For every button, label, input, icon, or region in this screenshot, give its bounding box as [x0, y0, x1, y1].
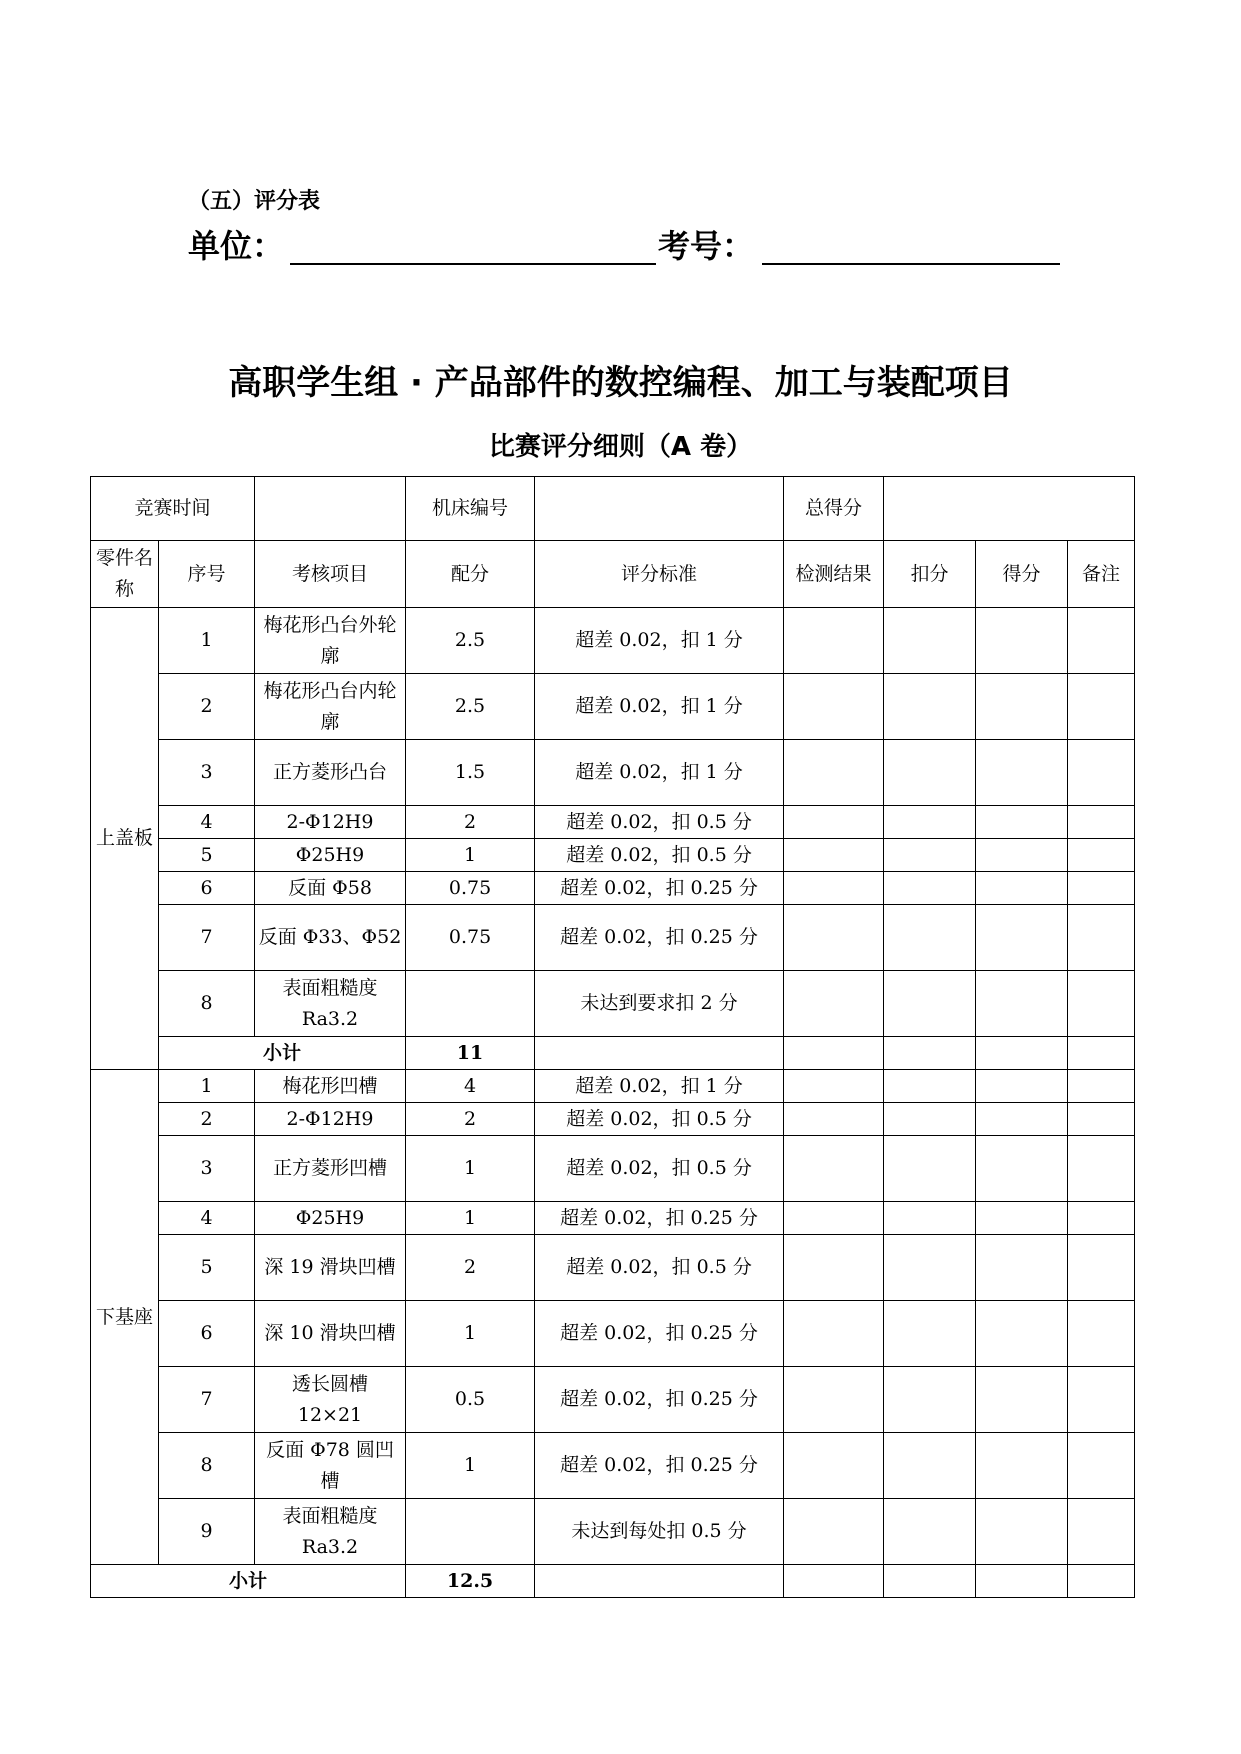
remark-cell[interactable] [1068, 1235, 1135, 1301]
subtotal-row [91, 1037, 1135, 1070]
score-cell[interactable] [976, 1070, 1068, 1103]
subtotal-criteria-cell[interactable] [535, 1565, 784, 1598]
result-cell[interactable] [784, 971, 884, 1037]
score-cell[interactable] [976, 740, 1068, 806]
header-part-name: 零件名称 [91, 541, 159, 608]
deduct-cell[interactable] [884, 905, 976, 971]
table-row [91, 1367, 1135, 1433]
subtotal-deduct-cell[interactable] [884, 1037, 976, 1070]
seq-cell: 1 [159, 608, 255, 674]
criteria-cell: 超差 0.02，扣 0.25 分 [535, 872, 784, 905]
points-cell: 1 [406, 1301, 535, 1367]
subtotal-value: 11 [406, 1037, 535, 1070]
deduct-cell[interactable] [884, 806, 976, 839]
item-cell: 反面 Φ58 [255, 872, 406, 905]
deduct-cell[interactable] [884, 1367, 976, 1433]
seq-cell: 1 [159, 1070, 255, 1103]
score-cell[interactable] [976, 1103, 1068, 1136]
criteria-cell: 超差 0.02，扣 0.25 分 [535, 1367, 784, 1433]
part-name-cell: 下基座 [91, 1070, 159, 1565]
seq-cell: 3 [159, 1136, 255, 1202]
unit-label: 单位： [188, 227, 285, 265]
table-row [91, 1433, 1135, 1499]
result-cell[interactable] [784, 1235, 884, 1301]
criteria-cell: 超差 0.02，扣 0.5 分 [535, 839, 784, 872]
remark-cell[interactable] [1068, 1433, 1135, 1499]
remark-cell[interactable] [1068, 740, 1135, 806]
score-cell[interactable] [976, 1433, 1068, 1499]
time-label: 竞赛时间 [91, 477, 255, 541]
criteria-cell: 超差 0.02，扣 0.5 分 [535, 1103, 784, 1136]
header-score: 得分 [976, 541, 1068, 608]
part-name-cell: 上盖板 [91, 608, 159, 1070]
item-cell: 梅花形凸台外轮廓 [255, 608, 406, 674]
criteria-cell: 超差 0.02，扣 0.25 分 [535, 1301, 784, 1367]
total-label: 总得分 [784, 477, 884, 541]
seq-cell: 9 [159, 1499, 255, 1565]
criteria-cell: 超差 0.02，扣 0.5 分 [535, 806, 784, 839]
table-row [91, 905, 1135, 971]
item-cell: 正方菱形凹槽 [255, 1136, 406, 1202]
table-row [91, 839, 1135, 872]
seq-cell: 7 [159, 905, 255, 971]
remark-cell[interactable] [1068, 839, 1135, 872]
criteria-cell: 超差 0.02，扣 1 分 [535, 740, 784, 806]
score-cell[interactable] [976, 1136, 1068, 1202]
seq-cell: 5 [159, 1235, 255, 1301]
table-row [91, 1070, 1135, 1103]
exam-no-label: 考号： [658, 227, 755, 265]
table-row [91, 674, 1135, 740]
points-cell: 0.75 [406, 872, 535, 905]
points-cell: 1 [406, 1433, 535, 1499]
subtotal-result-cell[interactable] [784, 1037, 884, 1070]
page-title: 高职学生组 · 产品部件的数控编程、加工与装配项目 [228, 363, 1013, 403]
points-cell: 1 [406, 839, 535, 872]
total-value-cell[interactable] [884, 477, 1135, 541]
item-cell: 深 19 滑块凹槽 [255, 1235, 406, 1301]
remark-cell[interactable] [1068, 1136, 1135, 1202]
remark-cell[interactable] [1068, 1070, 1135, 1103]
item-cell: 正方菱形凸台 [255, 740, 406, 806]
result-cell[interactable] [784, 1103, 884, 1136]
seq-cell: 6 [159, 1301, 255, 1367]
deduct-cell[interactable] [884, 971, 976, 1037]
criteria-cell: 超差 0.02，扣 0.5 分 [535, 1235, 784, 1301]
points-cell: 4 [406, 1070, 535, 1103]
table-row [91, 1136, 1135, 1202]
seq-cell: 8 [159, 971, 255, 1037]
item-cell: 透长圆槽 12×21 [255, 1367, 406, 1433]
score-cell[interactable] [976, 872, 1068, 905]
page-subtitle: 比赛评分细则（A 卷） [488, 432, 753, 462]
criteria-cell: 超差 0.02，扣 0.5 分 [535, 1136, 784, 1202]
criteria-cell: 超差 0.02，扣 1 分 [535, 608, 784, 674]
seq-cell: 2 [159, 1103, 255, 1136]
points-cell: 2.5 [406, 674, 535, 740]
unit-input-line[interactable] [290, 263, 656, 265]
score-cell[interactable] [976, 1202, 1068, 1235]
score-cell[interactable] [976, 608, 1068, 674]
deduct-cell[interactable] [884, 608, 976, 674]
score-cell[interactable] [976, 1301, 1068, 1367]
score-cell[interactable] [976, 1367, 1068, 1433]
criteria-cell: 未达到要求扣 2 分 [535, 971, 784, 1037]
deduct-cell[interactable] [884, 1433, 976, 1499]
deduct-cell[interactable] [884, 839, 976, 872]
points-cell: 0.75 [406, 905, 535, 971]
score-cell[interactable] [976, 806, 1068, 839]
table-row [91, 1103, 1135, 1136]
item-cell: 表面粗糙度 Ra3.2 [255, 971, 406, 1037]
subtotal-score-cell[interactable] [976, 1037, 1068, 1070]
table-row [91, 1301, 1135, 1367]
subtotal-value: 12.5 [406, 1565, 535, 1598]
deduct-cell[interactable] [884, 1136, 976, 1202]
subtotal-result-cell[interactable] [784, 1565, 884, 1598]
table-row [91, 1202, 1135, 1235]
remark-cell[interactable] [1068, 1301, 1135, 1367]
result-cell[interactable] [784, 608, 884, 674]
item-cell: Φ25H9 [255, 839, 406, 872]
score-cell[interactable] [976, 905, 1068, 971]
remark-cell[interactable] [1068, 1103, 1135, 1136]
result-cell[interactable] [784, 1070, 884, 1103]
points-cell: 1 [406, 1202, 535, 1235]
table-row [91, 608, 1135, 674]
remark-cell[interactable] [1068, 905, 1135, 971]
deduct-cell[interactable] [884, 674, 976, 740]
subtotal-label: 小计 [91, 1565, 406, 1598]
criteria-cell: 未达到每处扣 0.5 分 [535, 1499, 784, 1565]
item-cell: 2-Φ12H9 [255, 1103, 406, 1136]
seq-cell: 3 [159, 740, 255, 806]
machine-label: 机床编号 [406, 477, 535, 541]
time-value-cell[interactable] [255, 477, 406, 541]
item-cell: 表面粗糙度 Ra3.2 [255, 1499, 406, 1565]
result-cell[interactable] [784, 1136, 884, 1202]
table-row [91, 872, 1135, 905]
deduct-cell[interactable] [884, 1235, 976, 1301]
header-row [91, 541, 1135, 608]
item-cell: 深 10 滑块凹槽 [255, 1301, 406, 1367]
item-cell: 梅花形凸台内轮廓 [255, 674, 406, 740]
header-points: 配分 [406, 541, 535, 608]
points-cell: 1.5 [406, 740, 535, 806]
seq-cell: 4 [159, 1202, 255, 1235]
header-remark: 备注 [1068, 541, 1135, 608]
seq-cell: 6 [159, 872, 255, 905]
criteria-cell: 超差 0.02，扣 0.25 分 [535, 1433, 784, 1499]
top-info-row [91, 477, 1135, 541]
remark-cell[interactable] [1068, 1367, 1135, 1433]
remark-cell[interactable] [1068, 872, 1135, 905]
item-cell: 反面 Φ78 圆凹槽 [255, 1433, 406, 1499]
result-cell[interactable] [784, 1301, 884, 1367]
subtotal-row [91, 1565, 1135, 1598]
remark-cell[interactable] [1068, 1499, 1135, 1565]
deduct-cell[interactable] [884, 1070, 976, 1103]
points-cell: 2 [406, 1103, 535, 1136]
item-cell: 反面 Φ33、Φ52 [255, 905, 406, 971]
deduct-cell[interactable] [884, 1202, 976, 1235]
deduct-cell[interactable] [884, 1499, 976, 1565]
header-result: 检测结果 [784, 541, 884, 608]
remark-cell[interactable] [1068, 971, 1135, 1037]
seq-cell: 8 [159, 1433, 255, 1499]
exam-no-input-line[interactable] [762, 263, 1060, 265]
result-cell[interactable] [784, 1433, 884, 1499]
points-cell: 0.5 [406, 1367, 535, 1433]
header-item: 考核项目 [255, 541, 406, 608]
points-cell: 2.5 [406, 608, 535, 674]
criteria-cell: 超差 0.02，扣 1 分 [535, 1070, 784, 1103]
score-cell[interactable] [976, 1235, 1068, 1301]
item-cell: Φ25H9 [255, 1202, 406, 1235]
header-criteria: 评分标准 [535, 541, 784, 608]
subtotal-remark-cell[interactable] [1068, 1565, 1135, 1598]
score-table [90, 476, 1135, 1598]
table-row [91, 740, 1135, 806]
score-cell[interactable] [976, 839, 1068, 872]
remark-cell[interactable] [1068, 674, 1135, 740]
machine-value-cell[interactable] [535, 477, 784, 541]
result-cell[interactable] [784, 740, 884, 806]
result-cell[interactable] [784, 806, 884, 839]
result-cell[interactable] [784, 1499, 884, 1565]
points-cell [406, 1499, 535, 1565]
table-row [91, 1499, 1135, 1565]
deduct-cell[interactable] [884, 740, 976, 806]
result-cell[interactable] [784, 872, 884, 905]
remark-cell[interactable] [1068, 608, 1135, 674]
criteria-cell: 超差 0.02，扣 0.25 分 [535, 905, 784, 971]
header-deduct: 扣分 [884, 541, 976, 608]
table-row [91, 971, 1135, 1037]
deduct-cell[interactable] [884, 1103, 976, 1136]
score-cell[interactable] [976, 674, 1068, 740]
subtotal-deduct-cell[interactable] [884, 1565, 976, 1598]
criteria-cell: 超差 0.02，扣 0.25 分 [535, 1202, 784, 1235]
seq-cell: 4 [159, 806, 255, 839]
result-cell[interactable] [784, 1202, 884, 1235]
result-cell[interactable] [784, 1367, 884, 1433]
subtotal-score-cell[interactable] [976, 1565, 1068, 1598]
remark-cell[interactable] [1068, 1202, 1135, 1235]
points-cell [406, 971, 535, 1037]
seq-cell: 7 [159, 1367, 255, 1433]
deduct-cell[interactable] [884, 1301, 976, 1367]
score-cell[interactable] [976, 971, 1068, 1037]
score-cell[interactable] [976, 1499, 1068, 1565]
subtotal-remark-cell[interactable] [1068, 1037, 1135, 1070]
deduct-cell[interactable] [884, 872, 976, 905]
points-cell: 2 [406, 806, 535, 839]
subtotal-label: 小计 [159, 1037, 406, 1070]
seq-cell: 5 [159, 839, 255, 872]
table-row [91, 1235, 1135, 1301]
result-cell[interactable] [784, 839, 884, 872]
remark-cell[interactable] [1068, 806, 1135, 839]
item-cell: 2-Φ12H9 [255, 806, 406, 839]
item-cell: 梅花形凹槽 [255, 1070, 406, 1103]
points-cell: 2 [406, 1235, 535, 1301]
subtotal-criteria-cell[interactable] [535, 1037, 784, 1070]
section-title: （五）评分表 [188, 189, 321, 214]
table-row [91, 806, 1135, 839]
criteria-cell: 超差 0.02，扣 1 分 [535, 674, 784, 740]
header-seq: 序号 [159, 541, 255, 608]
result-cell[interactable] [784, 674, 884, 740]
seq-cell: 2 [159, 674, 255, 740]
result-cell[interactable] [784, 905, 884, 971]
points-cell: 1 [406, 1136, 535, 1202]
